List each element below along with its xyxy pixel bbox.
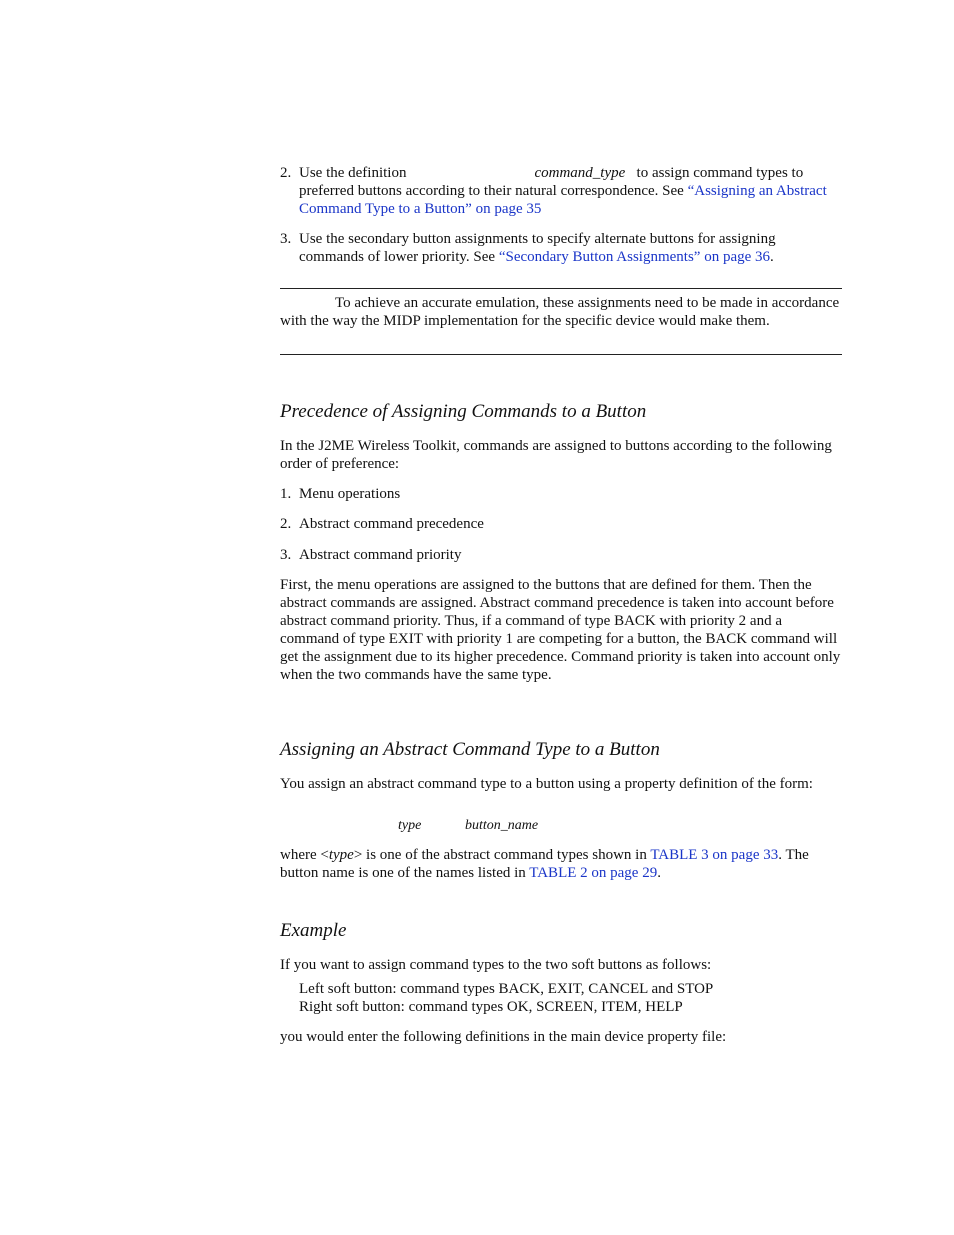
- code-param-button-name: button_name: [465, 818, 539, 833]
- note-text: To achieve an accurate emulation, these assignments need to be made in accordance with the way the MIDP implementation for the specific device would make them.: [280, 295, 840, 329]
- list-text: Use the definition: [299, 165, 407, 181]
- list-text: Use the secondary button assignments to specify alternate buttons for assigning commands of lower priority. See: [299, 231, 776, 265]
- list-item: 3. Abstract command priority: [280, 547, 462, 563]
- paragraph: you would enter the following definitions in the main device property file:: [280, 1029, 727, 1045]
- paragraph: You assign an abstract command type to a button using a property definition of the form:: [280, 776, 813, 792]
- table2-link[interactable]: TABLE 2 on page 29: [529, 865, 658, 881]
- list-number: 3.: [280, 231, 292, 247]
- paragraph: In the J2ME Wireless Toolkit, commands are assigned to buttons according to the following order of preference:: [280, 438, 832, 472]
- section-heading-precedence: Precedence of Assigning Commands to a Button: [280, 401, 647, 422]
- list-item: 1. Menu operations: [280, 486, 401, 502]
- code-param: command_type: [534, 165, 626, 181]
- list-item: [280, 164, 842, 218]
- list-item: 2. Abstract command precedence: [280, 516, 484, 532]
- list-text: to assign command types to preferred buttons according to their natural correspondence. See: [299, 165, 804, 199]
- section-heading-example: Example: [280, 920, 347, 941]
- note-bottom-rule: [280, 354, 842, 355]
- paragraph: where <type> is one of the abstract command types shown in TABLE 3 on page 33. The button name is one of the names listed in TABLE 2 on page 29.: [280, 847, 809, 881]
- code-param-type: type: [398, 818, 422, 833]
- paragraph: If you want to assign command types to the two soft buttons as follows:: [280, 957, 712, 973]
- list-number: 2.: [280, 165, 292, 181]
- cross-reference-link[interactable]: “Assigning an Abstract Command Type to a Button” on page 35: [299, 183, 827, 217]
- note-top-rule: [280, 288, 842, 289]
- cross-reference-link[interactable]: “Secondary Button Assignments” on page 36: [498, 249, 771, 265]
- table3-link[interactable]: TABLE 3 on page 33: [650, 847, 779, 863]
- example-line-left: Left soft button: command types BACK, EXIT, CANCEL and STOP: [299, 981, 714, 997]
- example-line-right: Right soft button: command types OK, SCREEN, ITEM, HELP: [299, 999, 683, 1015]
- section-heading-assigning: Assigning an Abstract Command Type to a Button: [280, 739, 660, 760]
- list-item: 3. Use the secondary button assignments to specify alternate buttons for assigning commands of lower priority. See “Secondary Button Assignments” on page 36.: [280, 231, 776, 265]
- paragraph: First, the menu operations are assigned to the buttons that are defined for them. Then the abstract commands are assigned. Abstract command precedence is taken into account before abstract command priority. Thus, if a command of type BACK with priority 2 and a command of type EXIT with priority 1 are competing for a button, the BACK command will get the assignment due to its higher precedence. Command priority is taken into account only when the two commands have the same type.: [280, 577, 841, 683]
